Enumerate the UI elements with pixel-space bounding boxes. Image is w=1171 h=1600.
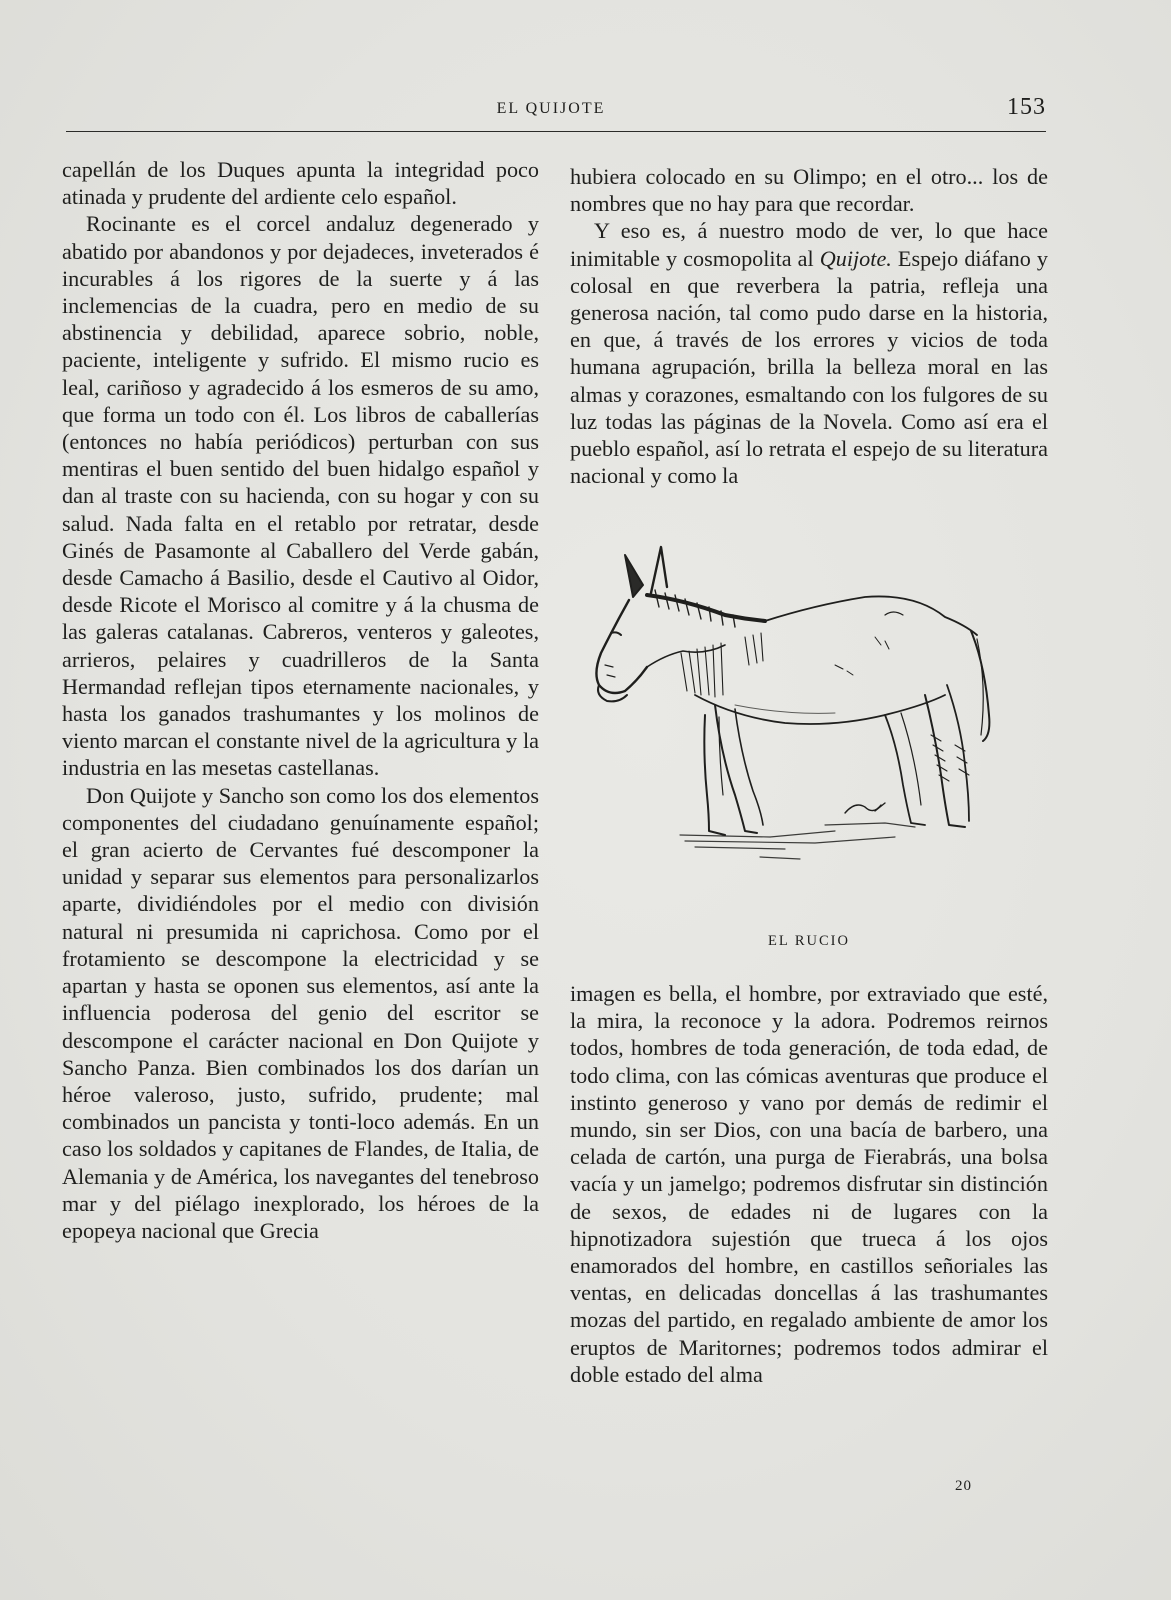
left-column	[62, 156, 539, 1244]
right-column-bottom	[570, 980, 1048, 1388]
paragraph: Rocinante es el corcel andaluz degenerado y abatido por abandonos y por dejadeces, inveterados é incurables á los rigores de la suerte y á las inclemencias de la cuadra, pero en medio de su abstinencia y debilidad, aparece sobrio, noble, paciente, inteligente y sufrido. El mismo rucio es leal, cariñoso y agradecido á los esmeros de su amo, que forma un todo con él. Los libros de caballerías (entonces no había periódicos) perturban con sus mentiras el buen sentido del buen hidalgo español y dan al traste con su hacienda, con su hogar y con su salud. Nada falta en el retablo por retratar, desde Ginés de Pasamonte al Caballero del Verde gabán, desde Camacho á Basilio, desde el Cautivo al Oidor, desde Ricote el Morisco al comitre y á la chusma de las galeras catalanas. Cabreros, venteros y galeotes, arrieros, pelaires y cuadrilleros de la Santa Hermandad reflejan tipos eternamente nacionales, y hasta los ganados trashumantes y los molinos de viento marcan el constante nivel de la agricultura y la industria en las mesetas castellanas.	[62, 211, 539, 781]
right-column-top	[570, 163, 1048, 489]
paragraph-text: Espejo diáfano y colosal en que reverbera la patria, refleja una generosa nación, tal como pudo darse en la historia, en que, á través de los errores y vicios de toda humana agrupación, brilla la belleza moral en las almas y corazones, esmaltando con los fulgores de su luz todas las páginas de la Novela. Como así era el pueblo español, así lo retrata el espejo de su literatura nacional y como la	[570, 245, 1049, 489]
book-title-italic: Quijote.	[819, 245, 892, 271]
paragraph-text: Y eso es, á nuestro modo de ver, lo que hace inimitable y cosmopolita al	[570, 218, 1048, 271]
donkey-illustration	[585, 545, 1015, 885]
running-head	[66, 94, 1046, 124]
signature-mark: 20	[955, 1478, 972, 1494]
figure-caption: EL RUCIO	[768, 933, 850, 949]
paragraph: imagen es bella, el hombre, por extraviado que esté, la mira, la reconoce y la adora. Podremos reirnos todos, hombres de toda generación, de toda edad, de todo clima, con las cómicas aventuras que produce el instinto generoso y vano por demás de redimir el mundo, sin ser Dios, con una bacía de barbero, una celada de cartón, una purga de Fierabrás, una bolsa vacía y un jamelgo; podremos disfrutar sin distinción de sexos, de edades ni de lugares con la hipnotizadora sujestión que trueca á los ojos enamorados del hombre, en castillos señoriales las ventas, en delicadas doncellas á las trashumantes mozas del partido, en regalado ambiente de amor los eruptos de Maritornes; podremos todos admirar el doble estado del alma	[570, 981, 1048, 1387]
paragraph: capellán de los Duques apunta la integridad poco atinada y prudente del ardiente celo español.	[62, 157, 539, 210]
header-rule	[66, 131, 1046, 132]
paragraph: hubiera colocado en su Olimpo; en el otro... los de nombres que no hay para que recordar.	[570, 164, 1048, 217]
paragraph	[570, 217, 1048, 489]
running-title: EL QUIJOTE	[496, 100, 606, 117]
page-number: 153	[1007, 94, 1046, 120]
paragraph: Don Quijote y Sancho son como los dos elementos componentes del ciudadano genuínamente español; el gran acierto de Cervantes fué descomponer la unidad y separar sus elementos para personalizarlos aparte, dividiéndoles por el medio con división natural ni presumida ni caprichosa. Como por el frotamiento se descompone la electricidad y se apartan y hasta se oponen sus elementos, así ante la influencia poderosa del genio del escritor se descompone el carácter nacional en Don Quijote y Sancho Panza. Bien combinados los dos darían un héroe valeroso, justo, sufrido, prudente; mal combinados un pancista y tonti-loco además. En un caso los soldados y capitanes de Flandes, de Italia, de Alemania y de América, los navegantes del tenebroso mar y del piélago inexplorado, los héroes de la epopeya nacional que Grecia	[62, 782, 539, 1243]
